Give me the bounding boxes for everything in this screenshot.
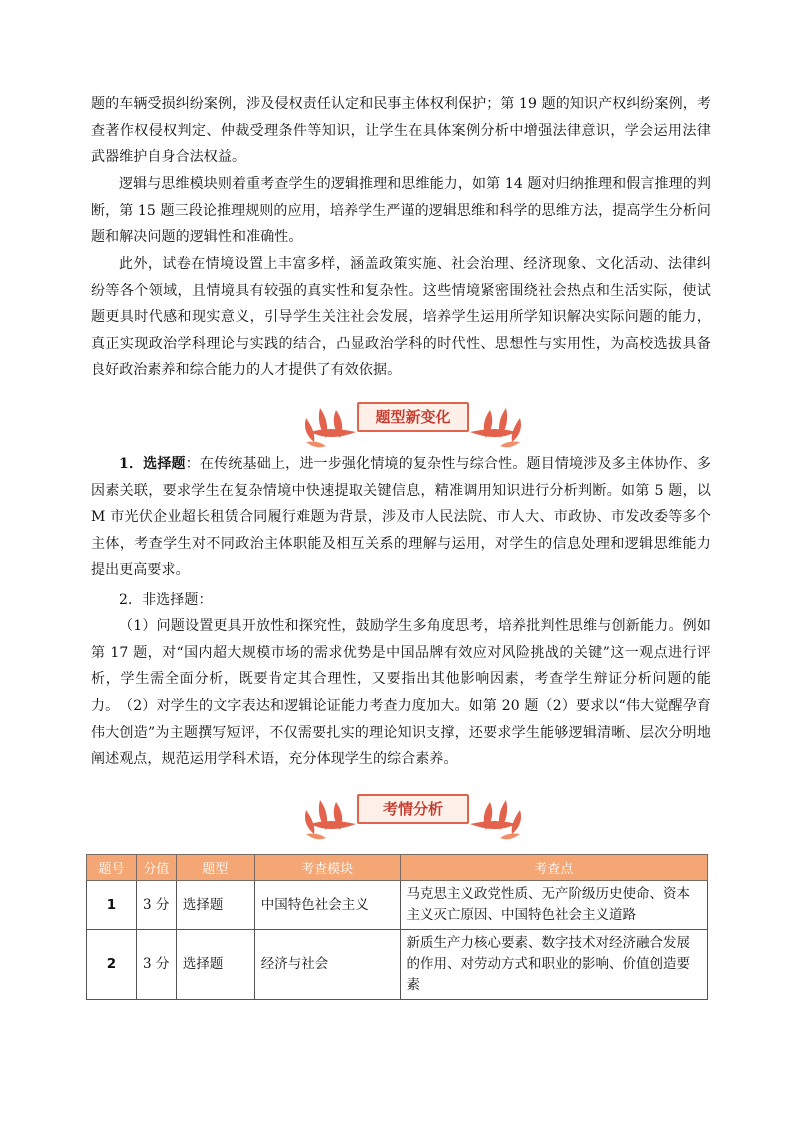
cell-points: 马克思主义政党性质、无产阶级历史使命、资本主义灭亡原因、中国特色社会主义道路 <box>400 881 707 930</box>
table-header-row <box>87 855 708 881</box>
laurel-left-icon <box>305 800 356 839</box>
cell-points: 新质生产力核心要素、数字技术对经济融合发展的作用、对劳动方式和职业的影响、价值创造要素 <box>400 930 707 1000</box>
cell-question-no: 2 <box>87 930 137 1000</box>
item-text-mc: ：在传统基础上，进一步强化情境的复杂性与综合性。题目情境涉及多主体协作、多因素关联，要求学生在复杂情境中快速提取关键信息，精准调用知识进行分析判断。如第 5 题，以 M 市光伏企业超长租赁合同履行难题为背景，涉及市人民法院、市人大、市政协、市发改委等多个主体，考查学生对不同政治主体职能及相互关系的理解与运用，对学生的信息处理和逻辑思维能力提出更高要求。 <box>91 456 712 578</box>
section-banner-analysis <box>0 794 794 854</box>
subitem-writing: （2）对学生的文字表达和逻辑论证能力考查力度加大。如第 20 题（2）要求以“伟大觉醒孕育伟大创造”为主题撰写短评，不仅需要扎实的理论知识支撑，还要求学生能够逻辑清晰、层次分明地阐述观点，规范运用学科术语，充分体现学生的综合素养。 <box>91 698 711 767</box>
cell-question-no: 1 <box>87 881 137 930</box>
paragraph-logic: 逻辑与思维模块则着重考查学生的逻辑推理和思维能力，如第 14 题对归纳推理和假言推理的判断，第 15 题三段论推理规则的应用，培养学生严谨的逻辑思维和科学的思维方法，提高学生分析问题和解决问题的逻辑性和准确性。 <box>91 176 711 245</box>
subitem-open-questions: （1）问题设置更具开放性和探究性，鼓励学生多角度思考，培养批判性思维与创新能力。例如第 17 题，对“国内超大规模市场的需求优势是中国品牌有效应对风险挑战的关键”这一观点进行评析，学生需全面分析，既要肯定其合理性，又要指出其他影响因素，考查学生辩证分析问题的能力。 <box>91 618 711 714</box>
header-score: 分值 <box>136 855 176 881</box>
laurel-right-icon <box>470 800 521 839</box>
exam-analysis-table <box>86 854 708 1000</box>
cell-type: 选择题 <box>176 881 254 930</box>
header-points: 考查点 <box>400 855 707 881</box>
item-non-choice-label: 2．非选择题： <box>119 592 213 608</box>
header-module: 考查模块 <box>254 855 400 881</box>
section-title-new-types: 题型新变化 <box>357 402 469 432</box>
table-row <box>87 930 708 1000</box>
header-question-no: 题号 <box>87 855 137 881</box>
cell-type: 选择题 <box>176 930 254 1000</box>
header-type: 题型 <box>176 855 254 881</box>
laurel-right-icon <box>470 408 521 447</box>
paragraph-context: 此外，试卷在情境设置上丰富多样，涵盖政策实施、社会治理、经济现象、文化活动、法律纠纷等各个领域，且情境具有较强的真实性和复杂性。这些情境紧密围绕社会热点和生活实际，使试题更具时代感和现实意义，引导学生关注社会发展，培养学生运用所学知识解决实际问题的能力，真正实现政治学科理论与实践的结合，凸显政治学科的时代性、思想性与实用性，为高校选拔具备良好政治素养和综合能力的人才提供了有效依据。 <box>91 256 711 378</box>
item-multiple-choice <box>91 451 711 584</box>
paragraph-law-cases: 题的车辆受损纠纷案例，涉及侵权责任认定和民事主体权利保护；第 19 题的知识产权纠纷案例，考查著作权侵权判定、仲裁受理条件等知识，让学生在具体案例分析中增强法律意识，学会运用法律武器维护自身合法权益。 <box>91 96 711 165</box>
cell-score: 3 分 <box>136 930 176 1000</box>
cell-module: 中国特色社会主义 <box>254 881 400 930</box>
laurel-left-icon <box>305 408 356 447</box>
cell-module: 经济与社会 <box>254 930 400 1000</box>
item-label-mc: 1．选择题 <box>119 456 186 472</box>
section-title-analysis: 考情分析 <box>357 794 469 824</box>
table-row <box>87 881 708 930</box>
cell-score: 3 分 <box>136 881 176 930</box>
